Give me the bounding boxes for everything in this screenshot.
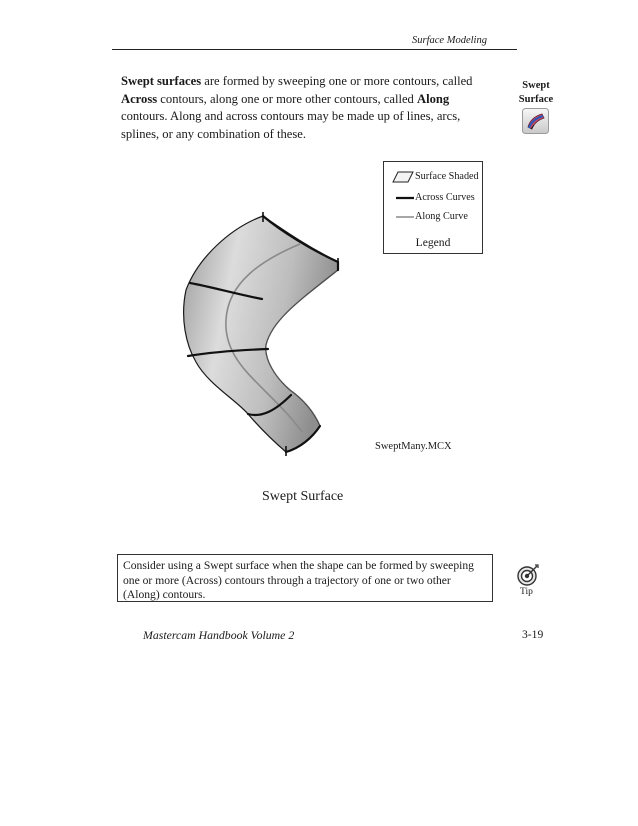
thin-line-icon: [392, 211, 412, 226]
legend-label: Along Curve: [415, 211, 468, 222]
tip-text: Consider using a Swept surface when the shape can be formed by sweeping one or more (Across) contours through a trajectory of one or two other (Along) contours.: [123, 559, 474, 601]
margin-label-line-2: Surface: [518, 94, 554, 105]
thick-line-icon: [392, 192, 412, 207]
figure-filename: SweptMany.MCX: [375, 441, 452, 452]
legend-title: Legend: [415, 236, 451, 249]
term-across: Across: [121, 91, 158, 106]
tip-box: [117, 554, 493, 602]
margin-label-line-1: Swept: [522, 80, 550, 91]
tip-label: Tip: [520, 587, 533, 597]
legend: [383, 161, 483, 254]
margin-label: [512, 79, 560, 107]
term-swept-surfaces: Swept surfaces: [121, 74, 202, 88]
intro-text-1: are formed by sweeping one or more contours, called: [201, 74, 473, 88]
intro-text-2: contours, along one or more other contours, called: [157, 91, 418, 106]
intro-text-3: contours. Along and across contours may be made up of lines, arcs, splines, or any combination of these.: [121, 109, 461, 141]
legend-label: Across Curves: [415, 192, 475, 203]
running-header: Surface Modeling: [412, 35, 487, 46]
legend-label: Surface Shaded: [415, 171, 479, 182]
footer-title: Mastercam Handbook Volume 2: [143, 628, 295, 642]
swept-surface-icon: [522, 108, 549, 134]
figure-caption: Swept Surface: [262, 489, 344, 504]
target-icon: [516, 563, 540, 587]
header-rule: [112, 49, 517, 50]
term-along: Along: [417, 91, 450, 106]
page-number: 3-19: [522, 628, 544, 641]
swept-surface-figure: [170, 200, 370, 470]
parallelogram-icon: [392, 171, 412, 186]
intro-paragraph: [121, 73, 491, 143]
